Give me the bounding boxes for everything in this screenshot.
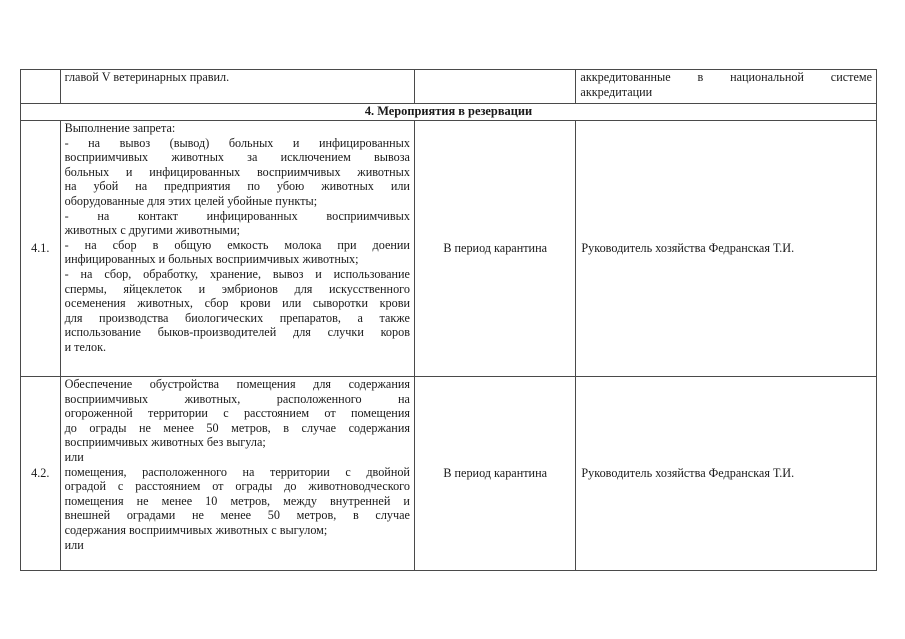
- measure-line: и телок.: [64, 339, 107, 354]
- table-row: [21, 70, 877, 104]
- measure-line: Выполнение запрета:: [64, 121, 176, 135]
- measure-line: огороженной территории с расстоянием от помещения: [64, 406, 410, 421]
- responsible-cell: Руководитель хозяйства Федранская Т.И.: [576, 121, 877, 377]
- measure-line: использование быков-производителей для случки коров: [64, 325, 410, 340]
- table-row: [21, 377, 877, 571]
- responsible-cell: Руководитель хозяйства Федранская Т.И.: [576, 377, 877, 571]
- table-row: [21, 121, 877, 377]
- measure-text: главой V ветеринарных правил.: [64, 70, 230, 84]
- term-cell: [414, 70, 575, 104]
- term-cell: В период карантина: [414, 377, 575, 571]
- measure-line: - на сбор, обработку, хранение, вывоз и использование: [64, 266, 410, 281]
- measure-line: содержания восприимчивых животных с выгулом;: [64, 522, 328, 537]
- measure-line: оборудованные для этих целей убойные пункты;: [64, 193, 318, 208]
- row-number: 4.2.: [21, 377, 61, 571]
- measure-line: восприимчивых животных за исключением вывоза: [64, 150, 410, 165]
- measure-line: животных с другими животными;: [64, 223, 241, 238]
- measure-line: внешней оградами не менее 50 метров, в случае: [64, 508, 410, 523]
- measure-line: больных и инфицированных восприимчивых животных: [64, 164, 410, 179]
- measure-line: осеменения животных, сбор крови или сыворотки крови: [64, 296, 410, 311]
- measure-line: Обеспечение обустройства помещения для содержания: [64, 377, 410, 391]
- measure-cell: [60, 121, 414, 377]
- measure-line: - на вывоз (вывод) больных и инфицированных: [64, 135, 410, 150]
- responsible-line: аккредитации: [580, 84, 653, 99]
- measure-line: до ограды не менее 50 метров, в случае содержания: [64, 420, 410, 435]
- measure-line: восприимчивых животных, расположенного на: [64, 391, 410, 406]
- row-number-cell: [21, 70, 61, 104]
- measure-cell: [60, 377, 414, 571]
- measure-cell: [60, 70, 414, 104]
- section-title: 4. Мероприятия в резервации: [21, 104, 877, 121]
- section-header-row: [21, 104, 877, 121]
- responsible-line: аккредитованные в национальной системе: [580, 70, 872, 84]
- measure-line: или: [64, 537, 84, 552]
- measure-line: оградой с расстоянием от ограды до животноводческого: [64, 479, 410, 494]
- measure-line: инфицированных и больных восприимчивых животных;: [64, 252, 359, 267]
- measure-line: спермы, яйцеклеток и эмбрионов для искусственного: [64, 281, 410, 296]
- responsible-cell: [576, 70, 877, 104]
- measure-line: или: [64, 449, 84, 464]
- term-cell: В период карантина: [414, 121, 575, 377]
- measure-line: на убой на предприятия по убою животных или: [64, 179, 410, 194]
- measure-line: - на контакт инфицированных восприимчивых: [64, 208, 410, 223]
- row-number: 4.1.: [21, 121, 61, 377]
- measure-line: помещения не менее 10 метров, между внутренней и: [64, 493, 410, 508]
- measure-line: для производства биологических препаратов, а также: [64, 310, 410, 325]
- measures-table: [20, 69, 877, 571]
- measure-line: - на сбор в общую емкость молока при доении: [64, 237, 410, 252]
- measure-line: помещения, расположенного на территории с двойной: [64, 464, 410, 479]
- measure-line: восприимчивых животных без выгула;: [64, 435, 266, 450]
